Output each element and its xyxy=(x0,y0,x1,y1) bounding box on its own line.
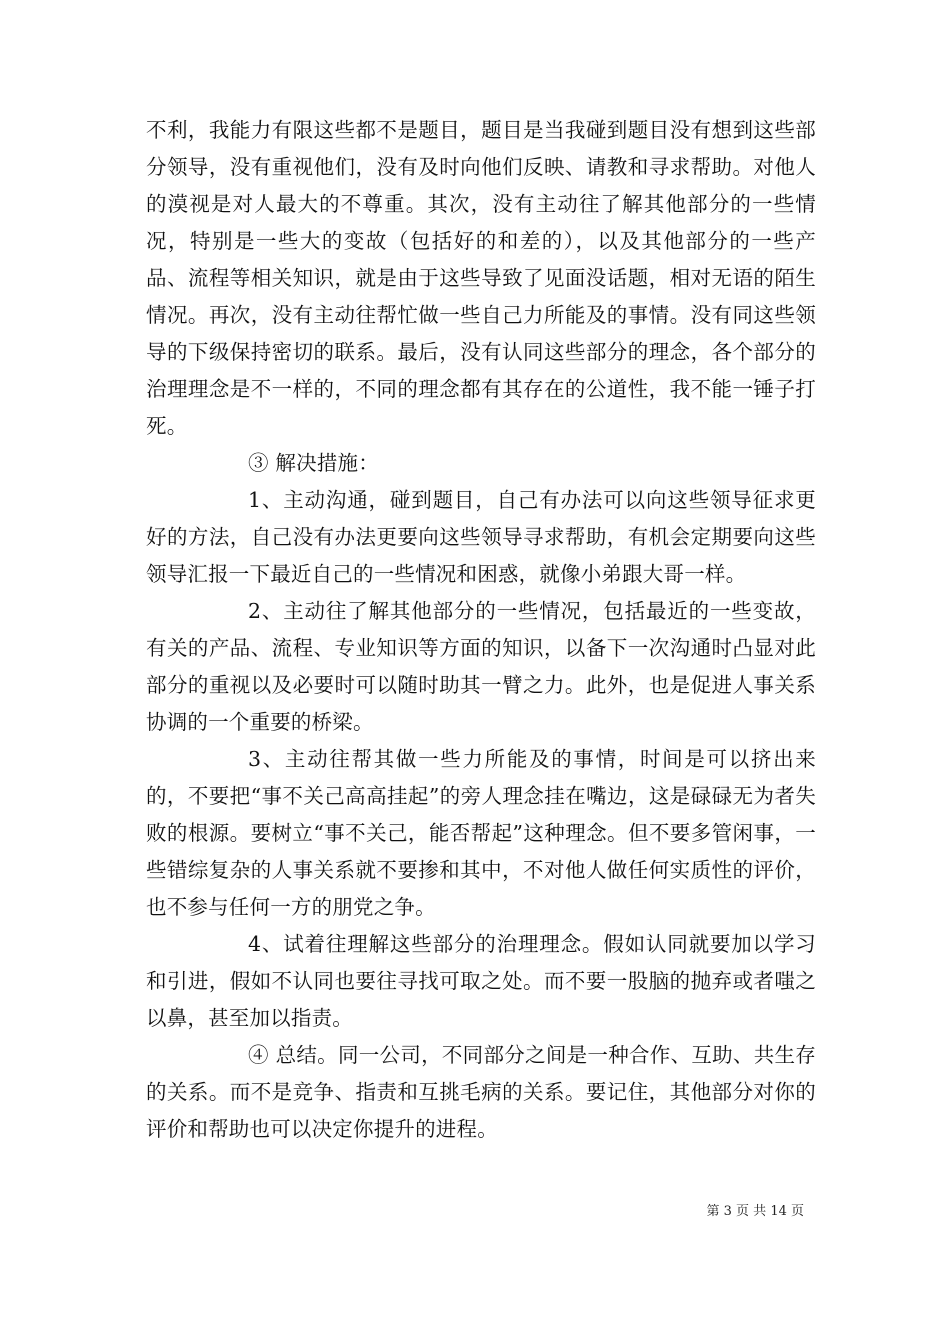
paragraph-measure-1: 1、主动沟通，碰到题目，自己有办法可以向这些领导征求更好的方法，自己没有办法更要向这些领导寻求帮助，有机会定期要向这些领导汇报一下最近自己的一些情况和困惑，就像小弟跟大哥一样。 xyxy=(146,488,816,586)
paragraph-measure-4: 4、试着往理解这些部分的治理理念。假如认同就要加以学习和引进，假如不认同也要往寻找可取之处。而不要一股脑的抛弃或者嗤之以鼻，甚至加以指责。 xyxy=(146,932,816,1030)
page-number-footer: 第 3 页 共 14 页 xyxy=(706,1204,804,1219)
paragraph-summary: ④ 总结。同一公司，不同部分之间是一种合作、互助、共生存的关系。而不是竞争、指责和互挑毛病的关系。要记住，其他部分对你的评价和帮助也可以决定你提升的进程。 xyxy=(146,1043,816,1141)
document-body xyxy=(146,112,816,1148)
paragraph-measure-3: 3、主动往帮其做一些力所能及的事情，时间是可以挤出来的，不要把“事不关己高高挂起”的旁人理念挂在嘴边，这是碌碌无为者失败的根源。要树立“事不关己，能否帮起”这种理念。但不要多管闲事，一些错综复杂的人事关系就不要掺和其中，不对他人做任何实质性的评价，也不参与任何一方的朋党之争。 xyxy=(146,747,816,919)
paragraph-continuation: 不利，我能力有限这些都不是题目，题目是当我碰到题目没有想到这些部分领导，没有重视他们，没有及时向他们反映、请教和寻求帮助。对他人的漠视是对人最大的不尊重。其次，没有主动往了解其他部分的一些情况，特别是一些大的变故（包括好的和差的），以及其他部分的一些产品、流程等相关知识，就是由于这些导致了见面没话题，相对无语的陌生情况。再次，没有主动往帮忙做一些自己力所能及的事情。没有同这些领导的下级保持密切的联系。最后，没有认同这些部分的理念，各个部分的治理理念是不一样的，不同的理念都有其存在的公道性，我不能一锤子打死。 xyxy=(146,118,816,438)
paragraph-heading-solutions: ③ 解决措施： xyxy=(248,451,379,475)
paragraph-measure-2: 2、主动往了解其他部分的一些情况，包括最近的一些变故，有关的产品、流程、专业知识等方面的知识，以备下一次沟通时凸显对此部分的重视以及必要时可以随时助其一臂之力。此外，也是促进人事关系协调的一个重要的桥梁。 xyxy=(146,599,816,734)
